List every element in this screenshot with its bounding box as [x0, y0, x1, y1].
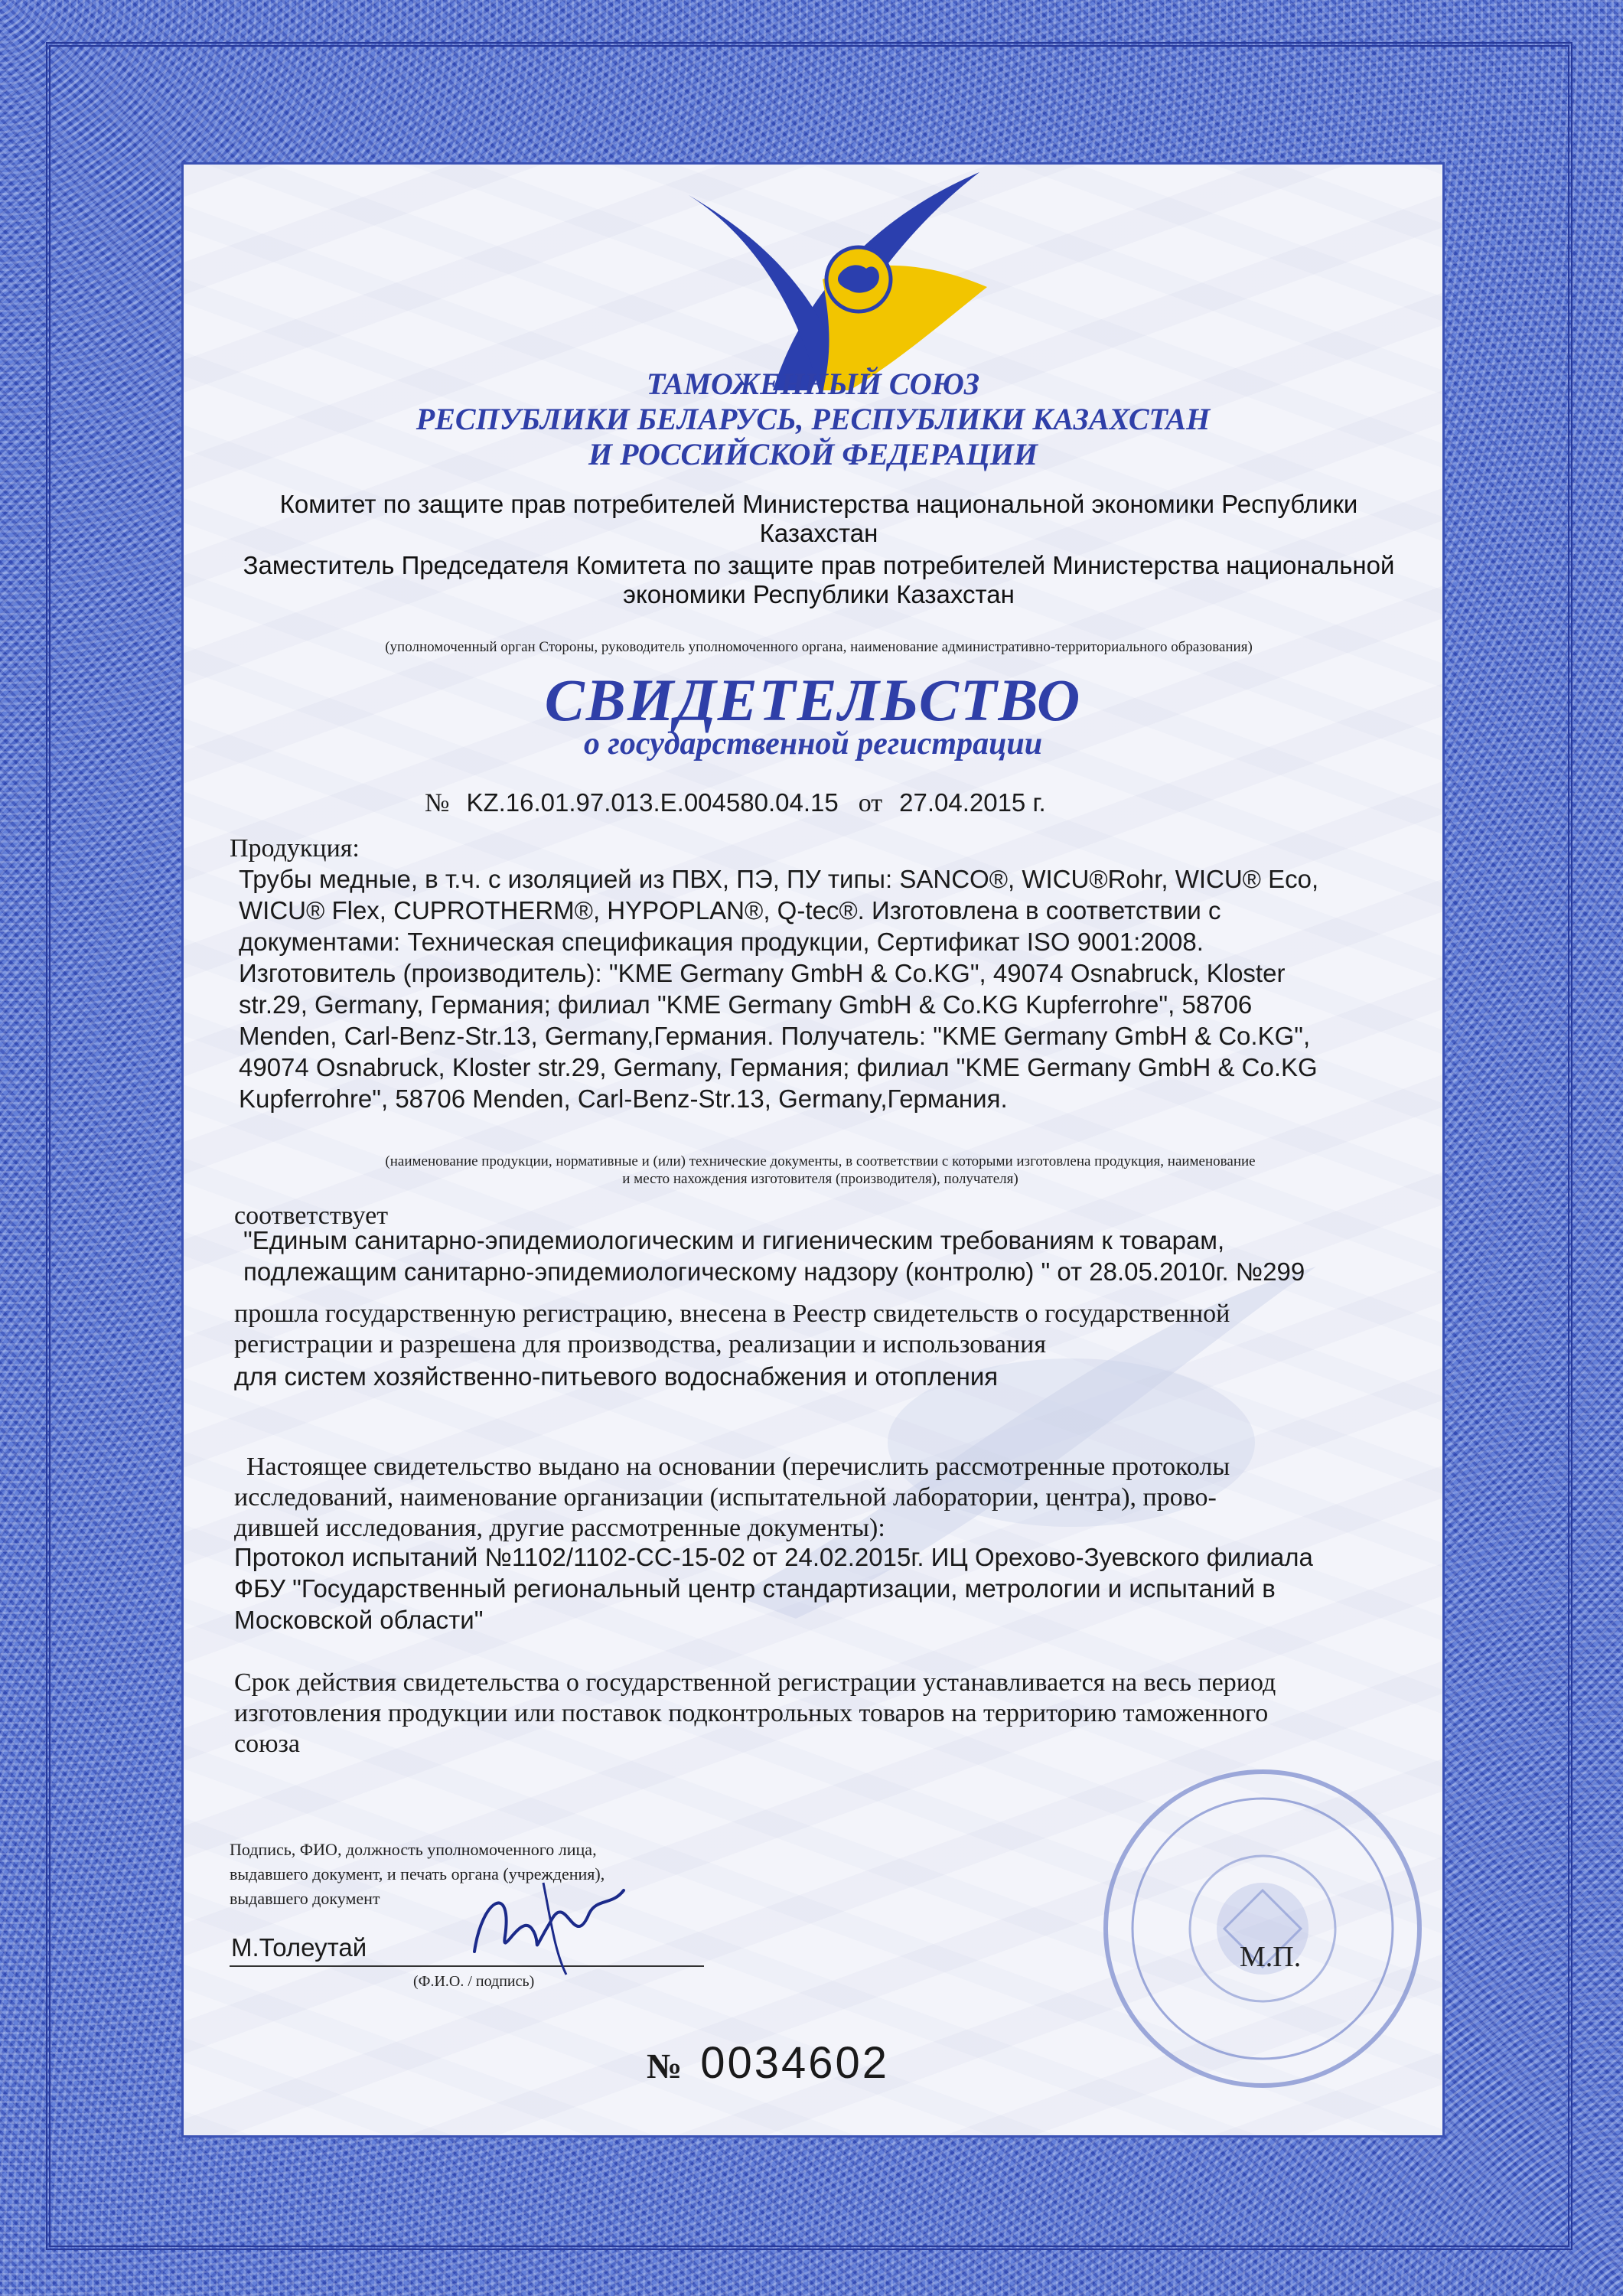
validity-line2: изготовления продукции или поставок подконтрольных товаров на территорию таможенного — [234, 1699, 1269, 1727]
product-line: 49074 Osnabruck, Kloster str.29, Germany, Германия; филиал "KME Germany GmbH & Co.KG — [239, 1053, 1318, 1081]
product-line: Menden, Carl-Benz-Str.13, Germany,Германия. Получатель: "KME Germany GmbH & Co.KG", — [239, 1022, 1311, 1050]
product-note-line2: и место нахождения изготовителя (производителя), получателя) — [622, 1171, 1018, 1187]
basis-line3: дившей исследования, другие рассмотренные документы): — [234, 1514, 885, 1542]
product-label: Продукция: — [230, 834, 360, 863]
stamp-place-label: М.П. — [1240, 1941, 1302, 1973]
basis-line5: ФБУ "Государственный региональный центр стандартизации, метрологии и испытаний в — [234, 1574, 1276, 1603]
official-stamp — [1094, 1760, 1431, 2097]
registration-text-line1: прошла государственную регистрацию, внесена в Реестр свидетельств о государственной — [234, 1300, 1230, 1328]
product-line: документами: Техническая спецификация продукции, Сертификат ISO 9001:2008. — [239, 928, 1204, 956]
serial-number-row — [647, 2037, 889, 2089]
basis-line6: Московской области" — [234, 1606, 484, 1634]
union-title-line2: РЕСПУБЛИКИ БЕЛАРУСЬ, РЕСПУБЛИКИ КАЗАХСТАН — [416, 402, 1211, 436]
compliance-label: соответствует — [234, 1202, 389, 1230]
product-line: Трубы медные, в т.ч. с изоляцией из ПВХ, ПЭ, ПУ типы: SANCO®, WICU®Rohr, WICU® Eco, — [239, 865, 1319, 893]
authority-line3: Заместитель Председателя Комитета по защите прав потребителей Министерства национальной — [243, 551, 1395, 579]
product-note-line1: (наименование продукции, нормативные и (или) технические документы, в соответствии с которыми изготовлена продукция, наименование — [385, 1153, 1256, 1169]
serial-number: 0034602 — [700, 2038, 890, 2088]
authority-note: (уполномоченный орган Стороны, руководитель уполномоченного органа, наименование административно-территориального образования) — [385, 639, 1253, 655]
authority-line4: экономики Республики Казахстан — [623, 580, 1015, 608]
validity-line3: союза — [234, 1730, 301, 1758]
signature-caption-line1: Подпись, ФИО, должность уполномоченного лица, — [230, 1840, 597, 1859]
product-line: Изготовитель (производитель): "KME Germany GmbH & Co.KG", 49074 Osnabruck, Kloster — [239, 959, 1286, 987]
registration-text-line2: регистрации и разрешена для производства, реализации и использования — [234, 1330, 1046, 1358]
compliance-line2: подлежащим санитарно-эпидемиологическому надзору (контролю) " от 28.05.2010г. №299 — [243, 1257, 1305, 1286]
signature-caption-line3: выдавшего документ — [230, 1889, 380, 1908]
compliance-line1: "Единым санитарно-эпидемиологическим и гигиеническим требованиям к товарам, — [243, 1226, 1225, 1254]
registration-date: 27.04.2015 г. — [899, 788, 1046, 817]
validity-line1: Срок действия свидетельства о государственной регистрации устанавливается на весь период — [234, 1668, 1276, 1697]
date-from-label: от — [858, 789, 883, 817]
basis-line1: Настоящее свидетельство выдано на основании (перечислить рассмотренные протоколы — [246, 1453, 1230, 1481]
registration-number-row — [425, 788, 1046, 818]
registration-text-line3: для систем хозяйственно-питьевого водоснабжения и отопления — [234, 1362, 999, 1391]
signer-name: М.Толеутай — [231, 1933, 367, 1962]
certificate-title: СВИДЕТЕЛЬСТВО — [544, 667, 1082, 733]
union-title-line1: ТАМОЖЕННЫЙ СОЮЗ — [646, 367, 980, 401]
authority-line2: Казахстан — [759, 519, 878, 547]
basis-line2: исследований, наименование организации (испытательной лаборатории, центра), прово- — [234, 1483, 1217, 1512]
product-line: Kupferrohre", 58706 Menden, Carl-Benz-Str.13, Germany,Германия. — [239, 1084, 1008, 1113]
basis-line4: Протокол испытаний №1102/1102-СС-15-02 от 24.02.2015г. ИЦ Орехово-Зуевского филиала — [234, 1543, 1313, 1571]
customs-union-emblem — [658, 165, 995, 394]
number-symbol: № — [425, 789, 450, 817]
union-title-line3: И РОССИЙСКОЙ ФЕДЕРАЦИИ — [588, 437, 1038, 471]
authority-line1: Комитет по защите прав потребителей Министерства национальной экономики Республики — [279, 490, 1358, 518]
certificate-subtitle: о государственной регистрации — [583, 726, 1043, 762]
signature-under-note: (Ф.И.О. / подпись) — [413, 1973, 535, 1990]
product-line: str.29, Germany, Германия; филиал "KME Germany GmbH & Co.KG Kupferrohre", 58706 — [239, 990, 1253, 1019]
handwritten-signature — [459, 1867, 635, 1982]
signature-caption-line2: выдавшего документ, и печать органа (учреждения), — [230, 1864, 605, 1883]
registration-number: KZ.16.01.97.013.E.004580.04.15 — [466, 788, 839, 817]
product-line: WICU® Flex, CUPROTHERM®, HYPOPLAN®, Q-tec®. Изготовлена в соответствии с — [239, 896, 1221, 925]
serial-symbol: № — [647, 2047, 683, 2086]
